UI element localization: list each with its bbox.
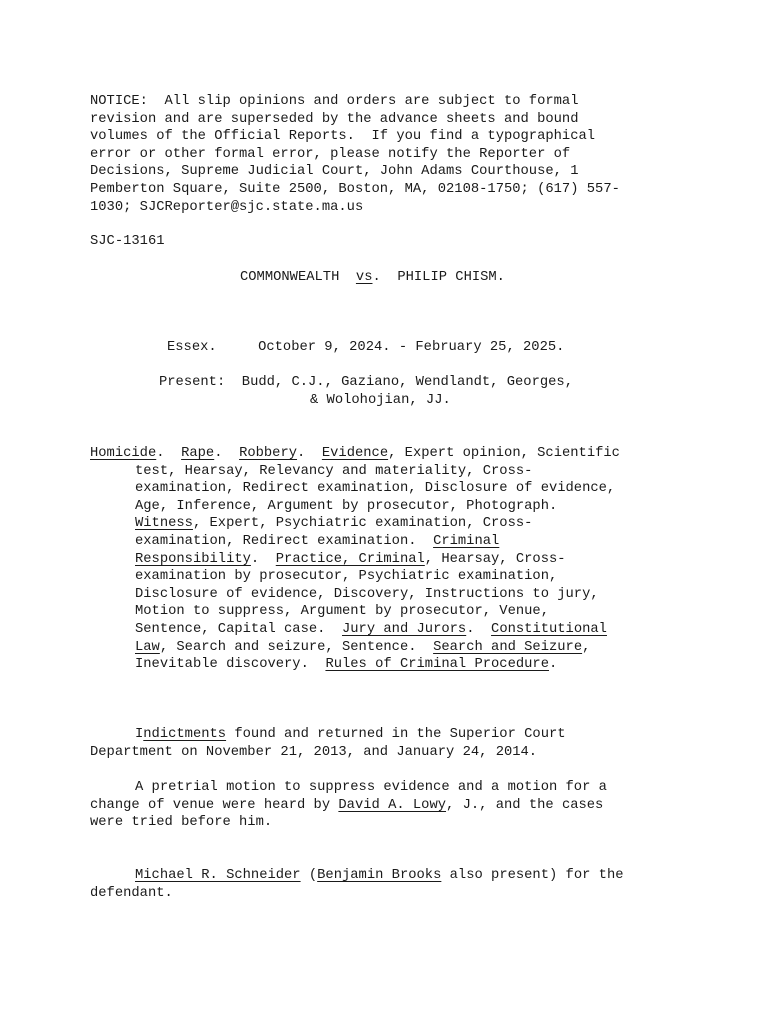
defendant-name: PHILIP CHISM. [397,270,505,285]
motion-line: A pretrial motion to suppress evidence and a motion for a [135,780,607,795]
indictments-text: I [135,727,144,742]
headnote-criminal: Criminal [433,534,500,549]
case-caption: COMMONWEALTH vs. PHILIP CHISM. [240,270,505,285]
headnote-line: Motion to suppress, Argument by prosecutor, Venue, [135,604,549,620]
motion-text: , J., and the cases [446,797,604,813]
notice-line: error or other formal error, please notify the Reporter of [90,146,571,162]
motion-line [90,797,603,815]
headnote-constitutional: Constitutional [491,622,607,637]
headnote-search-seizure: Search and Seizure [433,639,583,655]
headnote-text: , Hearsay, Cross- [424,551,566,567]
headnote-line [135,515,532,533]
headnote-text: , Expert opinion, Scientific [388,446,620,461]
headnote-line: Law, Search and seizure, Sentence. Search and Seizure, [135,639,591,655]
headnote-robbery: Robbery [239,446,298,461]
headnote-text: Sentence, Capital case. [135,622,342,637]
notice-line: NOTICE: All slip opinions and orders are subject to formal [90,94,579,109]
counsel-name-2: Benjamin Brooks [317,868,442,883]
headnote-line: Disclosure of evidence, Discovery, Instructions to jury, [135,586,599,602]
headnote-homicide: Homicide [90,446,157,461]
headnote-rape: Rape [181,446,215,461]
headnote-line: Homicide. Rape. Robbery. Evidence, Expert opinion, Scientific [90,446,620,461]
headnote-line: test, Hearsay, Relevancy and materiality, Cross- [135,463,533,479]
county-dates: Essex. October 9, 2024. - February 25, 2025. [167,340,565,355]
headnote-practice-criminal: Practice, Criminal [275,551,425,567]
judge-name: David A. Lowy [338,797,447,813]
headnote-line: Responsibility. Practice, Criminal, Hearsay, Cross- [135,551,566,567]
headnote-jury: Jury and Jurors [342,622,467,637]
counsel-line: defendant. [90,885,173,901]
headnote-text: examination, Redirect examination. [135,534,434,549]
headnote-responsibility: Responsibility [135,551,251,567]
notice-line: volumes of the Official Reports. If you find a typographical [90,129,596,145]
headnote-witness: Witness [135,516,193,532]
indictments-text: found and returned in the Superior Court [226,727,566,742]
counsel-name-1: Michael R. Schneider [135,868,301,883]
motion-text: change of venue were heard by [90,797,339,813]
headnote-line: Sentence, Capital case. Jury and Jurors. Constitutional [135,622,607,637]
plaintiff-name: COMMONWEALTH [240,270,340,285]
headnote-text: , Expert, Psychiatric examination, Cross- [192,516,533,532]
indictments-line: Department on November 21, 2013, and January 24, 2014. [90,744,538,760]
indictments-word: ndictments [143,727,227,742]
headnote-law: Law [135,639,160,655]
notice-line: 1030; SJCReporter@sjc.state.ma.us [90,199,364,215]
headnote-line: Age, Inference, Argument by prosecutor, Photograph. [135,498,558,514]
indictments-line [135,726,566,744]
headnote-line: examination, Redirect examination, Disclosure of evidence, [135,481,616,497]
counsel-line [135,867,624,885]
present-justices-line: & Wolohojian, JJ. [310,392,451,408]
counsel-text: ( [300,868,318,883]
present-justices-line: Present: Budd, C.J., Gaziano, Wendlandt, Georges, [159,375,573,390]
headnote-evidence: Evidence [321,446,389,461]
headnote-line: examination by prosecutor, Psychiatric examination, [135,569,558,585]
headnote-line [135,533,499,551]
headnote-text: , Search and seizure, Sentence. [159,639,434,655]
notice-line: Decisions, Supreme Judicial Court, John Adams Courthouse, 1 [90,164,579,180]
headnote-line: Inevitable discovery. Rules of Criminal Procedure. [135,657,558,673]
headnote-text: Inevitable discovery. [135,657,326,673]
docket-number: SJC-13161 [90,234,165,249]
notice-line: Pemberton Square, Suite 2500, Boston, MA, 02108-1750; (617) 557- [90,182,620,197]
versus-label: vs [355,270,373,285]
notice-line: revision and are superseded by the advance sheets and bound [90,111,579,127]
headnote-rules: Rules of Criminal Procedure [325,657,549,673]
motion-line: were tried before him. [90,815,273,831]
counsel-text: also present) for the [441,868,624,883]
